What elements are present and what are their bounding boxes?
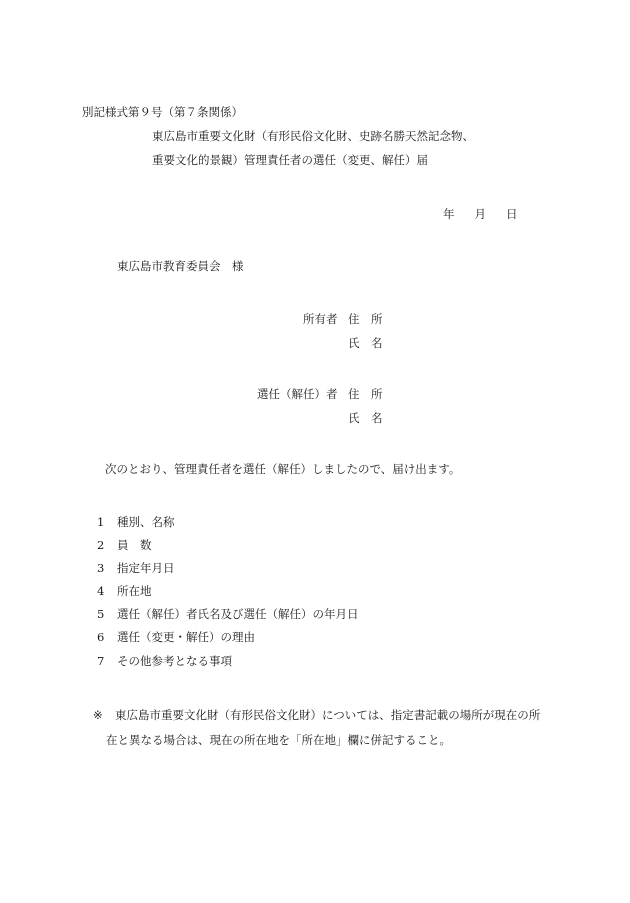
date-line (443, 209, 518, 221)
list-item-number: 1 (97, 515, 105, 529)
date-month-label: 月 (474, 207, 486, 221)
list-item-label: 所在地 (117, 584, 152, 598)
owner-role-label: 所有者 (303, 312, 338, 326)
list-item-label: 種別、名称 (117, 515, 175, 529)
list-item (97, 656, 232, 668)
date-day-label: 日 (506, 207, 518, 221)
list-item-label: 選任（変更・解任）の理由 (117, 630, 255, 644)
list-item (97, 609, 359, 621)
list-item-number: 4 (97, 584, 105, 598)
list-item-label: 員 数 (117, 538, 152, 552)
list-item (97, 517, 175, 529)
note-text-1: 東広島市重要文化財（有形民俗文化財）については、指定書記載の場所が現在の所 (115, 708, 541, 722)
list-item-number: 2 (97, 538, 105, 552)
list-item-label: 指定年月日 (117, 561, 175, 575)
form-number: 別記様式第９号（第７条関係） (82, 105, 243, 119)
document-title-line-2: 重要文化的景観）管理責任者の選任（変更、解任）届 (152, 153, 428, 167)
list-item (97, 632, 255, 644)
list-item-label: その他参考となる事項 (117, 654, 232, 668)
list-item-number: 7 (97, 654, 105, 668)
list-item-number: 3 (97, 561, 105, 575)
list-item (97, 586, 152, 598)
note-line-1 (93, 710, 540, 722)
owner-address-label: 住 所 (348, 312, 383, 326)
intro-statement: 次のとおり、管理責任者を選任（解任）しましたので、届け出ます。 (105, 462, 461, 476)
note-line-2: 在と異なる場合は、現在の所在地を「所在地」欄に併記すること。 (106, 733, 451, 747)
appointee-name-label: 氏 名 (348, 411, 383, 425)
list-item (97, 540, 152, 552)
document-title-line-1: 東広島市重要文化財（有形民俗文化財、史跡名勝天然記念物、 (152, 129, 474, 143)
appointee-address-label: 住 所 (348, 387, 383, 401)
appointee-role-label: 選任（解任）者 (257, 387, 338, 401)
addressee: 東広島市教育委員会 様 (117, 259, 244, 273)
date-year-label: 年 (443, 207, 455, 221)
note-mark: ※ (93, 708, 103, 722)
list-item-label: 選任（解任）者氏名及び選任（解任）の年月日 (117, 607, 359, 621)
list-item (97, 563, 175, 575)
owner-name-label: 氏 名 (348, 336, 383, 350)
list-item-number: 5 (97, 607, 105, 621)
list-item-number: 6 (97, 630, 105, 644)
